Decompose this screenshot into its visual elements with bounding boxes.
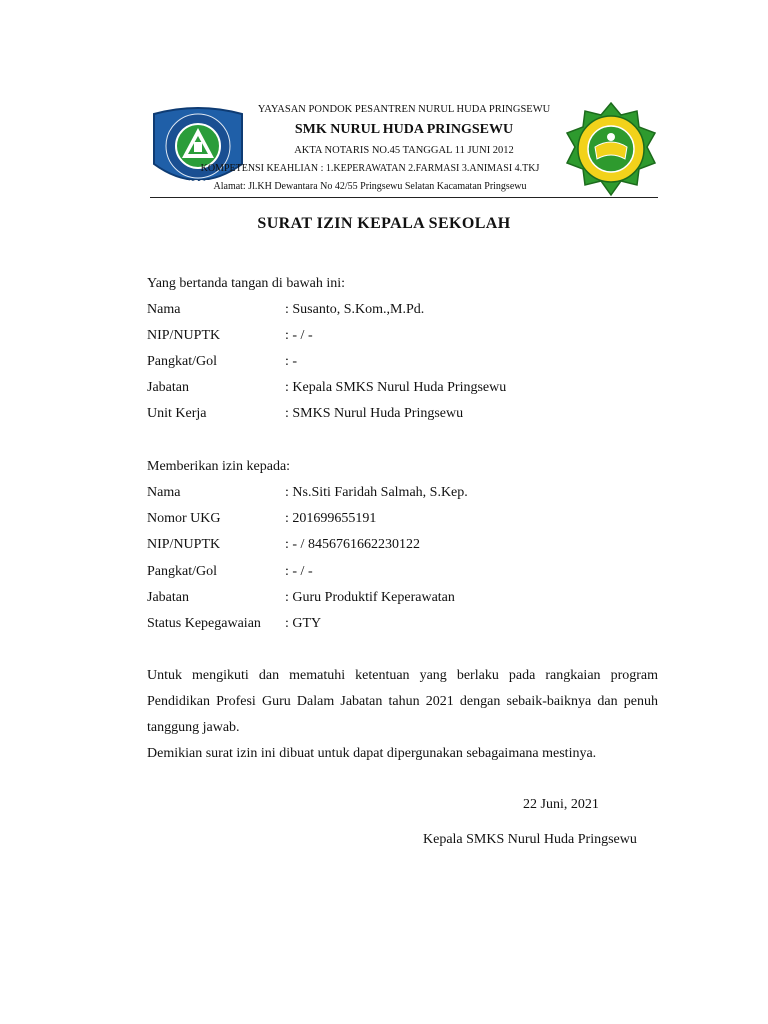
issuer-rank-value: : - <box>285 354 298 369</box>
notary-deed: AKTA NOTARIS NO.45 TANGGAL 11 JUNI 2012 <box>294 145 514 156</box>
issuer-unit-value: : SMKS Nurul Huda Pringsewu <box>285 406 464 421</box>
issuer-position-value: : Kepala SMKS Nurul Huda Pringsewu <box>285 380 507 395</box>
recipient-ukg-label: Nomor UKG <box>147 511 221 526</box>
recipient-status-value: : GTY <box>285 616 322 631</box>
school-name: SMK NURUL HUDA PRINGSEWU <box>294 122 514 137</box>
closing-paragraph: Demikian surat izin ini dibuat untuk dapat dipergunakan sebagaimana mestinya. <box>147 746 597 761</box>
logo-left-label: PRINGSEWU <box>170 179 226 188</box>
issuer-name-value: : Susanto, S.Kom.,M.Pd. <box>285 302 425 317</box>
school-address: Alamat: Jl.KH Dewantara No 42/55 Pringsewu Selatan Kacamatan Pringsewu <box>213 181 527 192</box>
issuer-rank-label: Pangkat/Gol <box>147 354 217 369</box>
issuer-intro: Yang bertanda tangan di bawah ini: <box>147 276 346 291</box>
recipient-ukg-value: : 201699655191 <box>285 511 377 526</box>
recipient-intro: Memberikan izin kepada: <box>147 459 291 474</box>
recipient-position-value: : Guru Produktif Keperawatan <box>285 590 455 605</box>
issuer-name-label: Nama <box>147 302 181 317</box>
letter-title: SURAT IZIN KEPALA SEKOLAH <box>257 215 511 232</box>
recipient-rank-label: Pangkat/Gol <box>147 564 217 579</box>
issuer-nip-label: NIP/NUPTK <box>147 328 221 343</box>
issuer-nip-value: : - / - <box>285 328 313 343</box>
recipient-name-value: : Ns.Siti Faridah Salmah, S.Kep. <box>285 485 468 500</box>
signature-date: 22 Juni, 2021 <box>523 797 599 812</box>
recipient-nip-label: NIP/NUPTK <box>147 537 221 552</box>
recipient-name-label: Nama <box>147 485 181 500</box>
purpose-paragraph: Untuk mengikuti dan mematuhi ketentuan yang berlaku pada rangkaian program Pendidikan Profesi Guru Dalam Jabatan tahun 2021 dengan sebaik-baiknya dan penuh tanggung jawab. <box>147 668 658 735</box>
foundation-name: YAYASAN PONDOK PESANTREN NURUL HUDA PRINGSEWU <box>257 104 551 115</box>
competencies: KOMPETENSI KEAHLIAN : 1.KEPERAWATAN 2.FARMASI 3.ANIMASI 4.TKJ <box>200 163 540 174</box>
letterhead-divider <box>150 197 658 198</box>
recipient-nip-value: : - / 8456761662230122 <box>285 537 420 552</box>
recipient-status-label: Status Kepegawaian <box>147 616 261 631</box>
issuer-position-label: Jabatan <box>147 380 189 395</box>
recipient-rank-value: : - / - <box>285 564 313 579</box>
recipient-position-label: Jabatan <box>147 590 189 605</box>
signature-position: Kepala SMKS Nurul Huda Pringsewu <box>423 832 637 847</box>
issuer-unit-label: Unit Kerja <box>147 406 207 421</box>
